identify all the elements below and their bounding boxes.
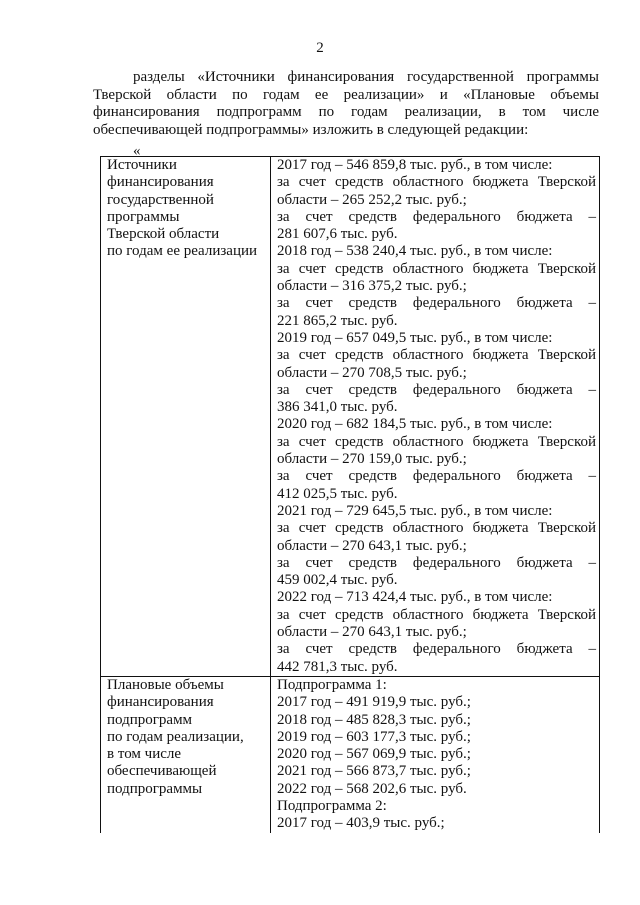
content-line: области – 270 643,1 тыс. руб.; [277,624,467,641]
content-line: области – 316 375,2 тыс. руб.; [277,278,467,295]
intro-line: финансирования подпрограмм по годам реализации, в том числе [93,104,599,120]
content-line: за счет средств областного бюджета Тверской [277,606,596,623]
content-line: 2017 год – 403,9 тыс. руб.; [277,815,445,832]
content-line: 2017 год – 546 859,8 тыс. руб., в том числе: [277,157,553,173]
content-line: 2020 год – 682 184,5 тыс. руб., в том числе: [277,416,553,433]
content-line: 2018 год – 538 240,4 тыс. руб., в том числе: [277,243,553,260]
subprogram-volumes-content-cell [271,676,600,832]
opening-quote-mark: « [133,143,141,159]
content-line: 442 781,3 тыс. руб. [277,658,398,675]
content-line: 459 002,4 тыс. руб. [277,572,398,589]
label-line: финансирования [107,694,214,711]
content-line: 2022 год – 568 202,6 тыс. руб. [277,780,467,797]
content-line: 412 025,5 тыс. руб. [277,485,398,502]
label-line: программы [107,208,180,225]
content-line: за счет средств федерального бюджета – [277,641,596,658]
funding-sources-label-cell [101,157,271,677]
content-line: области – 270 643,1 тыс. руб.; [277,537,467,554]
table-row-subprogram-volumes [101,676,600,832]
content-line: области – 270 708,5 тыс. руб.; [277,364,467,381]
content-line: за счет средств областного бюджета Тверской [277,520,596,537]
content-line: 2020 год – 567 069,9 тыс. руб.; [277,746,471,763]
content-line: за счет средств федерального бюджета – [277,295,596,312]
content-line: 2018 год – 485 828,3 тыс. руб.; [277,711,471,728]
content-line: за счет средств федерального бюджета – [277,381,596,398]
intro-paragraph [93,69,599,139]
funding-sources-content-cell [271,157,600,677]
content-line: за счет средств областного бюджета Тверской [277,347,596,364]
subprogram-volumes-label-cell [101,676,271,832]
content-line: области – 265 252,2 тыс. руб.; [277,191,467,208]
content-line: Подпрограмма 2: [277,797,387,814]
label-line: подпрограммы [107,780,203,797]
intro-line: обеспечивающей подпрограммы» изложить в следующей редакции: [93,121,529,138]
label-line: по годам реализации, [107,728,244,745]
content-line: области – 270 159,0 тыс. руб.; [277,451,467,468]
content-line: 2017 год – 491 919,9 тыс. руб.; [277,694,471,711]
content-line: 2021 год – 566 873,7 тыс. руб.; [277,763,471,780]
content-line: за счет средств областного бюджета Тверской [277,260,596,277]
label-line: подпрограмм [107,711,193,728]
table-row-funding-sources [101,157,600,677]
content-line: 281 607,6 тыс. руб. [277,226,398,243]
financing-table [100,156,600,833]
content-line: 221 865,2 тыс. руб. [277,312,398,329]
label-line: в том числе [107,746,182,763]
content-line: 2019 год – 603 177,3 тыс. руб.; [277,728,471,745]
content-line: за счет средств областного бюджета Тверской [277,174,596,191]
content-line: за счет средств федерального бюджета – [277,468,596,485]
label-line: Тверской области [107,226,220,243]
content-line: 2019 год – 657 049,5 тыс. руб., в том числе: [277,329,553,346]
content-line: Подпрограмма 1: [277,676,387,693]
content-line: за счет средств федерального бюджета – [277,208,596,225]
label-line: финансирования [107,174,214,191]
content-line: 386 341,0 тыс. руб. [277,399,398,416]
label-line: по годам ее реализации [107,243,258,260]
label-line: государственной [107,191,214,208]
label-line: Источники [107,157,177,173]
content-line: 2021 год – 729 645,5 тыс. руб., в том числе: [277,502,553,519]
label-line: Плановые объемы [107,676,224,693]
content-line: 2022 год – 713 424,4 тыс. руб., в том числе: [277,589,553,606]
intro-line: разделы «Источники финансирования государственной программы [133,69,599,85]
page-number: 2 [316,40,324,56]
content-line: за счет средств федерального бюджета – [277,554,596,571]
intro-line: Тверской области по годам ее реализации» и «Плановые объемы [93,86,599,103]
content-line: за счет средств областного бюджета Тверской [277,433,596,450]
label-line: обеспечивающей [107,763,217,780]
